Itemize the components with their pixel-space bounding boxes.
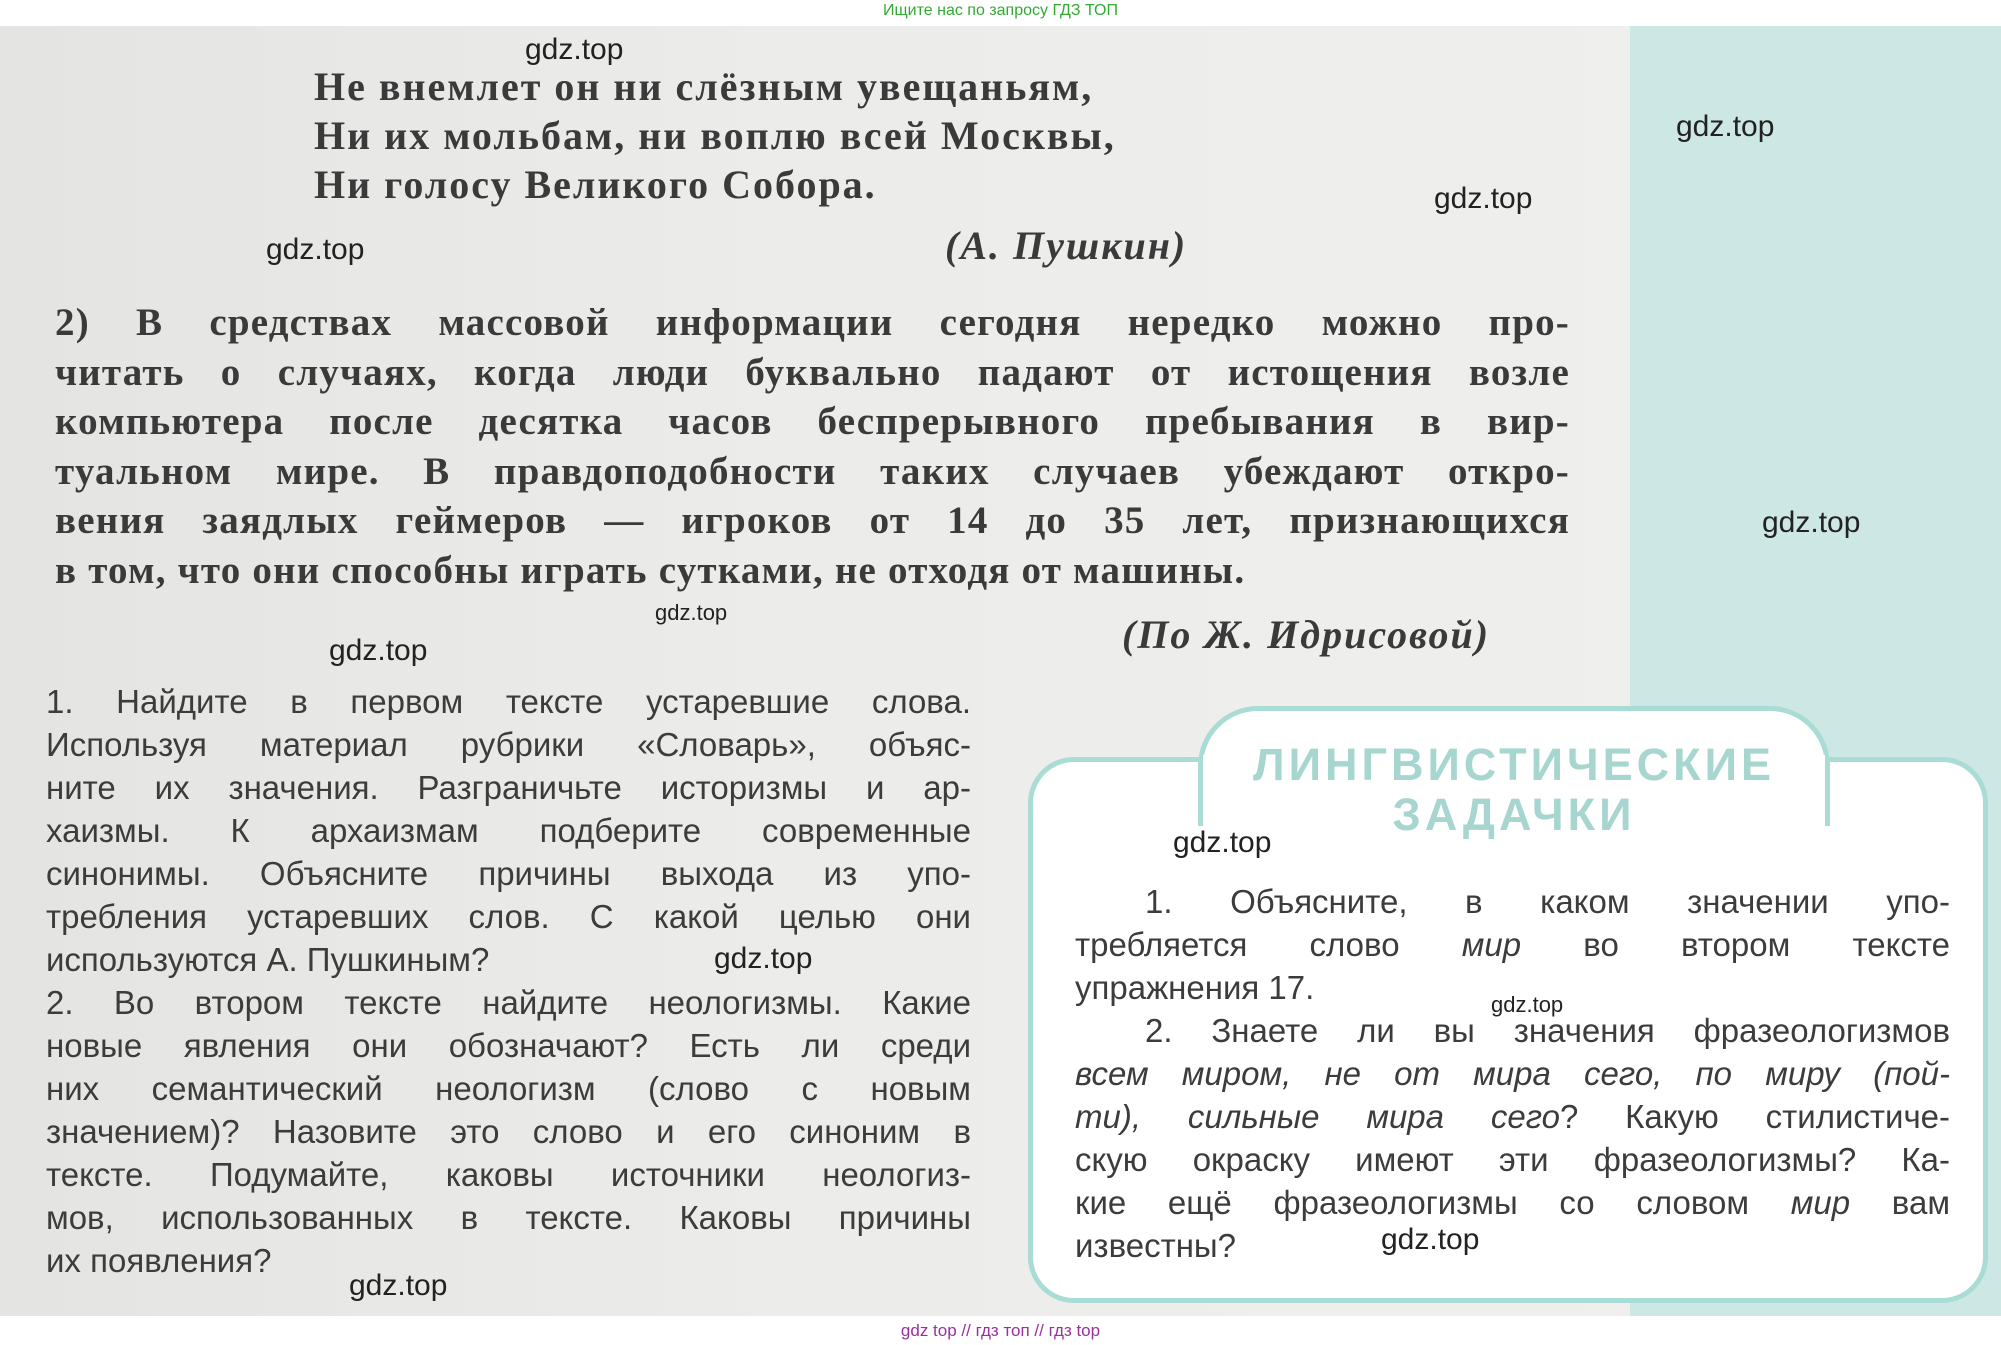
task-line: значением)? Назовите это слово и его синоним в <box>46 1113 971 1150</box>
task-line: тексте. Подумайте, каковы источники неологиз- <box>46 1156 971 1193</box>
watermark: gdz.top <box>1491 992 1564 1017</box>
box-question-line <box>1075 923 1950 966</box>
text-fragment: вам <box>1850 1184 1951 1221</box>
watermark: gdz.top <box>1762 506 1861 539</box>
box-question-line <box>1075 1052 1950 1095</box>
prose-line: 2) В средствах массовой информации сегодня нередко можно про- <box>55 301 1570 344</box>
poem-line: Ни голосу Великого Собора. <box>314 162 877 207</box>
task-line: них семантический неологизм (слово с новым <box>46 1070 971 1107</box>
prose-line: туальном мире. В правдоподобности таких случаев убеждают откро- <box>55 449 1570 493</box>
task-line: Используя материал рубрики «Словарь», объяс- <box>46 726 971 763</box>
italic-phrase: ти), сильные мира сего <box>1075 1098 1560 1135</box>
watermark: gdz.top <box>1434 182 1533 215</box>
italic-phrase: всем миром, не от мира сего, по миру (пой- <box>1075 1055 1950 1092</box>
watermark: gdz.top <box>655 600 728 625</box>
task-line: 2. Во втором тексте найдите неологизмы. Какие <box>46 984 971 1021</box>
top-banner[interactable]: Ищите нас по запросу ГДЗ ТОП <box>883 2 1118 19</box>
task-line: новые явления они обозначают? Есть ли среди <box>46 1027 971 1064</box>
watermark: gdz.top <box>349 1269 448 1302</box>
box-question-line: 2. Знаете ли вы значения фразеологизмов <box>1145 1012 1950 1049</box>
watermark: gdz.top <box>1173 826 1272 859</box>
poem <box>314 62 1116 209</box>
task-line: 1. Найдите в первом тексте устаревшие слова. <box>46 683 971 720</box>
italic-word: мир <box>1790 1184 1851 1221</box>
task-line: требления устаревших слов. С какой целью они <box>46 898 971 935</box>
text-fragment: ? Какую стилистиче- <box>1559 1098 1950 1135</box>
task-line: хаизмы. К архаизмам подберите современные <box>46 812 971 849</box>
prose-text <box>55 298 1570 595</box>
prose-line: в том, что они способны играть сутками, не отходя от машины. <box>55 548 1246 592</box>
box-title-line: ЛИНГВИСТИЧЕСКИЕ <box>1253 739 1775 790</box>
box-question-line: скую окраску имеют эти фразеологизмы? Ка- <box>1075 1141 1950 1178</box>
italic-word: мир <box>1461 926 1522 963</box>
prose-line: вения заядлых геймеров — игроков от 14 до 35 лет, признающихся <box>55 499 1570 542</box>
watermark: gdz.top <box>714 942 813 975</box>
task-line: мов, использованных в тексте. Каковы причины <box>46 1199 971 1236</box>
watermark: gdz.top <box>1381 1223 1480 1256</box>
footer-links[interactable]: gdz top // гдз топ // гдз top <box>900 1321 1101 1340</box>
text-fragment: требляется слово <box>1075 926 1462 963</box>
task-line: используются А. Пушкиным? <box>46 941 490 978</box>
box-title-line: ЗАДАЧКИ <box>1392 789 1636 840</box>
box-question-line: известны? <box>1075 1227 1236 1264</box>
box-question-line: упражнения 17. <box>1075 969 1315 1006</box>
poem-author: (А. Пушкин) <box>945 223 1188 268</box>
box-question-line <box>1075 1181 1950 1224</box>
tasks <box>46 680 971 1282</box>
text-fragment: кие ещё фразеологизмы со словом <box>1075 1184 1791 1221</box>
box-title <box>1198 740 1830 840</box>
prose-author: (По Ж. Идрисовой) <box>1122 612 1491 657</box>
watermark: gdz.top <box>266 233 365 266</box>
task-line: их появления? <box>46 1242 272 1279</box>
box-question-line: 1. Объясните, в каком значении упо- <box>1145 883 1950 920</box>
task-line: ните их значения. Разграничьте историзмы и ар- <box>46 769 971 806</box>
prose-line: компьютера после десятка часов беспрерывного пребывания в вир- <box>55 400 1570 443</box>
watermark: gdz.top <box>329 634 428 667</box>
watermark: gdz.top <box>1676 110 1775 143</box>
poem-line: Не внемлет он ни слёзным увещаньям, <box>314 64 1094 109</box>
box-body <box>1075 880 1950 1267</box>
prose-line: читать о случаях, когда люди буквально падают от истощения возле <box>55 350 1570 394</box>
box-question-line <box>1075 1095 1950 1138</box>
text-fragment: во втором тексте <box>1521 926 1950 963</box>
poem-line: Ни их мольбам, ни воплю всей Москвы, <box>314 113 1116 158</box>
watermark: gdz.top <box>525 33 624 66</box>
task-line: синонимы. Объясните причины выхода из упо- <box>46 855 971 892</box>
